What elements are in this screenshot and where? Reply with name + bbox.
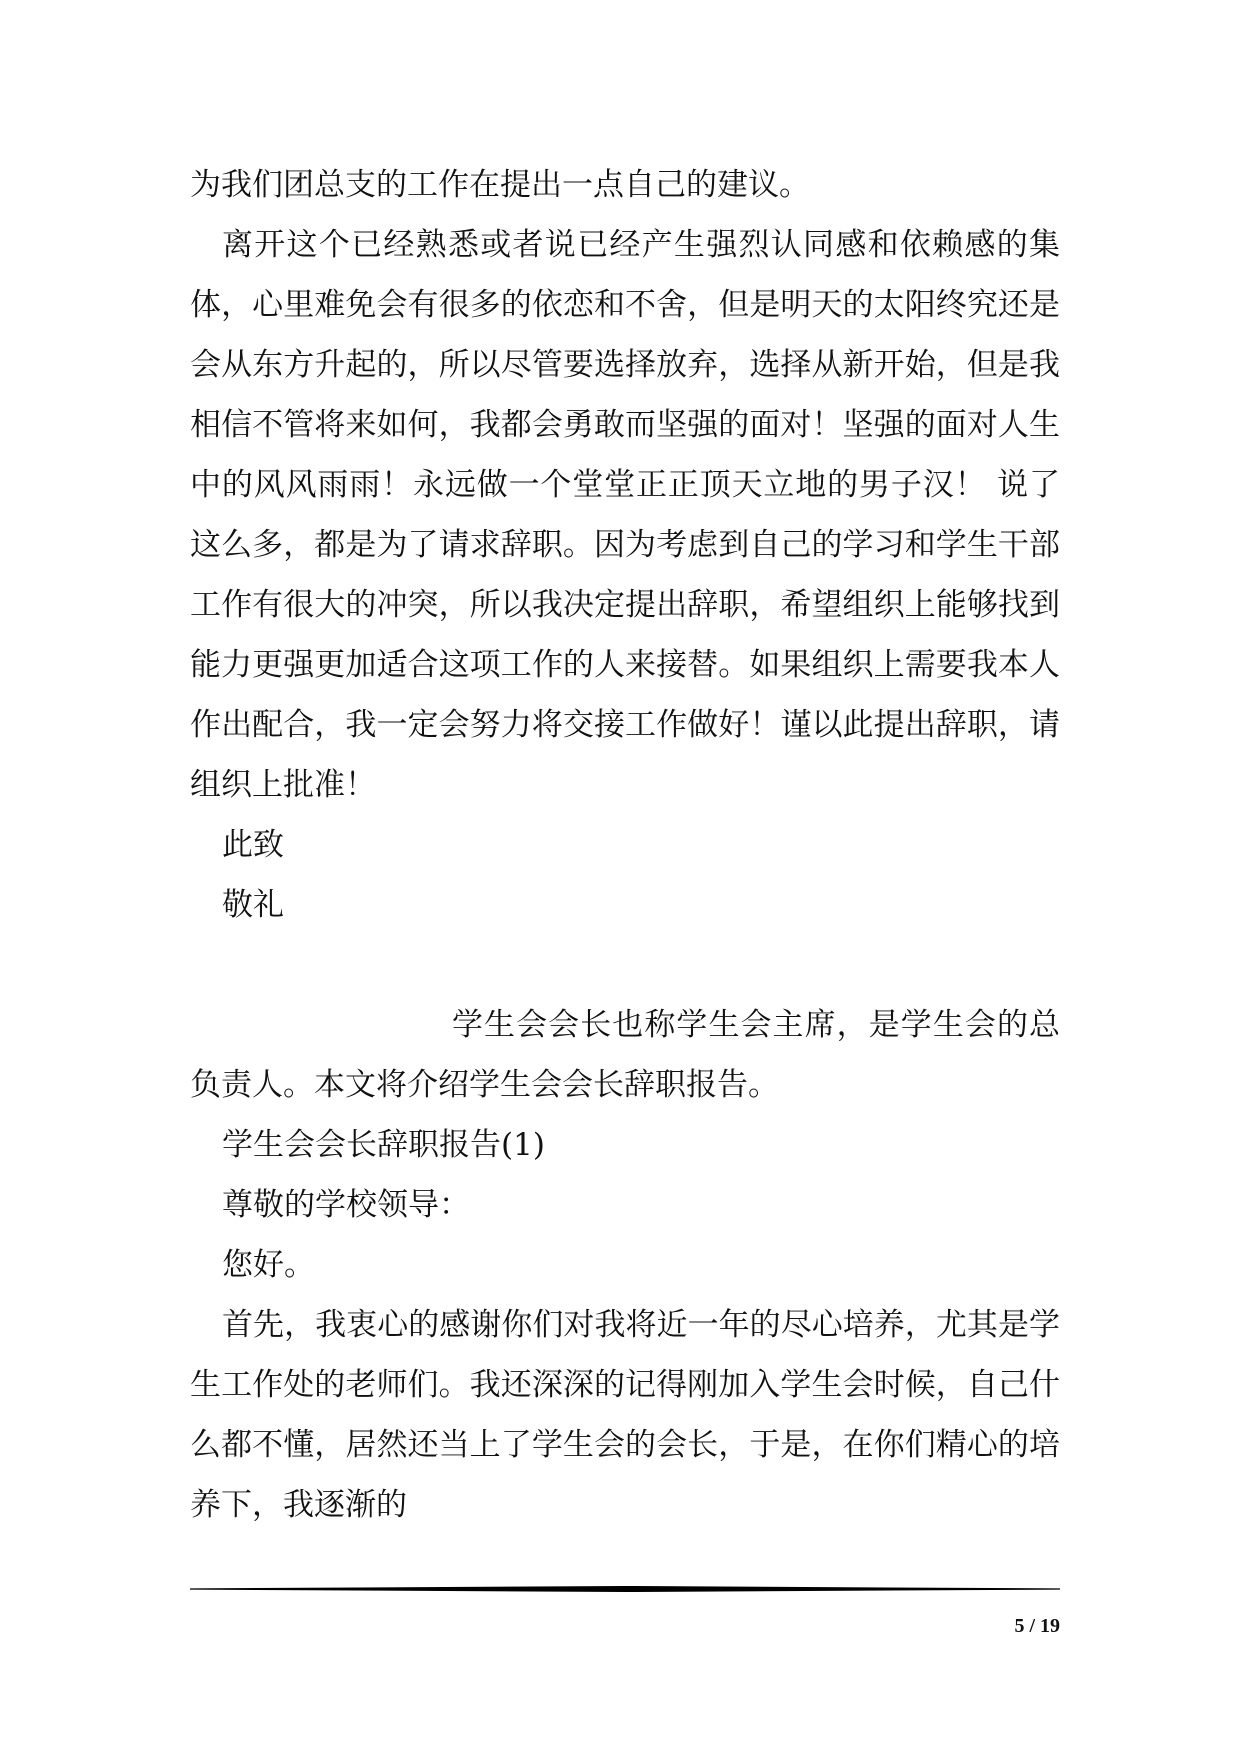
closing-regards: 敬礼 (222, 887, 284, 923)
letter-hello: 您好。 (222, 1247, 315, 1283)
closing-salutation: 此致 (222, 827, 284, 863)
page-number: 5 / 19 (1014, 1615, 1060, 1637)
paragraph-resignation-body: 离开这个已经熟悉或者说已经产生强烈认同感和依赖感的集体，心里难免会有很多的依恋和不舍，但是明天的太阳终究还是会从东方升起的，所以尽管要选择放弃，选择从新开始，但是我相信不管将来如何，我都会勇敢而坚强的面对！坚强的面对人生中的风风雨雨！永远做一个堂堂正正顶天立地的男子汉！ 说了这么多，都是为了请求辞职。因为考虑到自己的学习和学生干部工作有很大的冲突，所以我决定提出辞职，希望组织上能够找到能力更强更加适合这项工作的人来接替。如果组织上需要我本人作出配合，我一定会努力将交接工作做好！谨以此提出辞职，请组织上批准！ (190, 227, 1060, 803)
document-body (190, 155, 1060, 1535)
section-heading: 学生会会长辞职报告(1) (222, 1127, 545, 1163)
paragraph-continuation: 为我们团总支的工作在提出一点自己的建议。 (190, 167, 810, 203)
paragraph-thanks: 首先，我衷心的感谢你们对我将近一年的尽心培养，尤其是学生工作处的老师们。我还深深的记得刚加入学生会时候，自己什么都不懂，居然还当上了学生会的会长，于是，在你们精心的培养下，我逐渐的 (190, 1307, 1060, 1523)
paragraph-introduction: 学生会会长也称学生会主席，是学生会的总负责人。本文将介绍学生会会长辞职报告。 (190, 1007, 1060, 1103)
letter-greeting: 尊敬的学校领导： (222, 1187, 470, 1223)
footer-divider (190, 1586, 1060, 1592)
